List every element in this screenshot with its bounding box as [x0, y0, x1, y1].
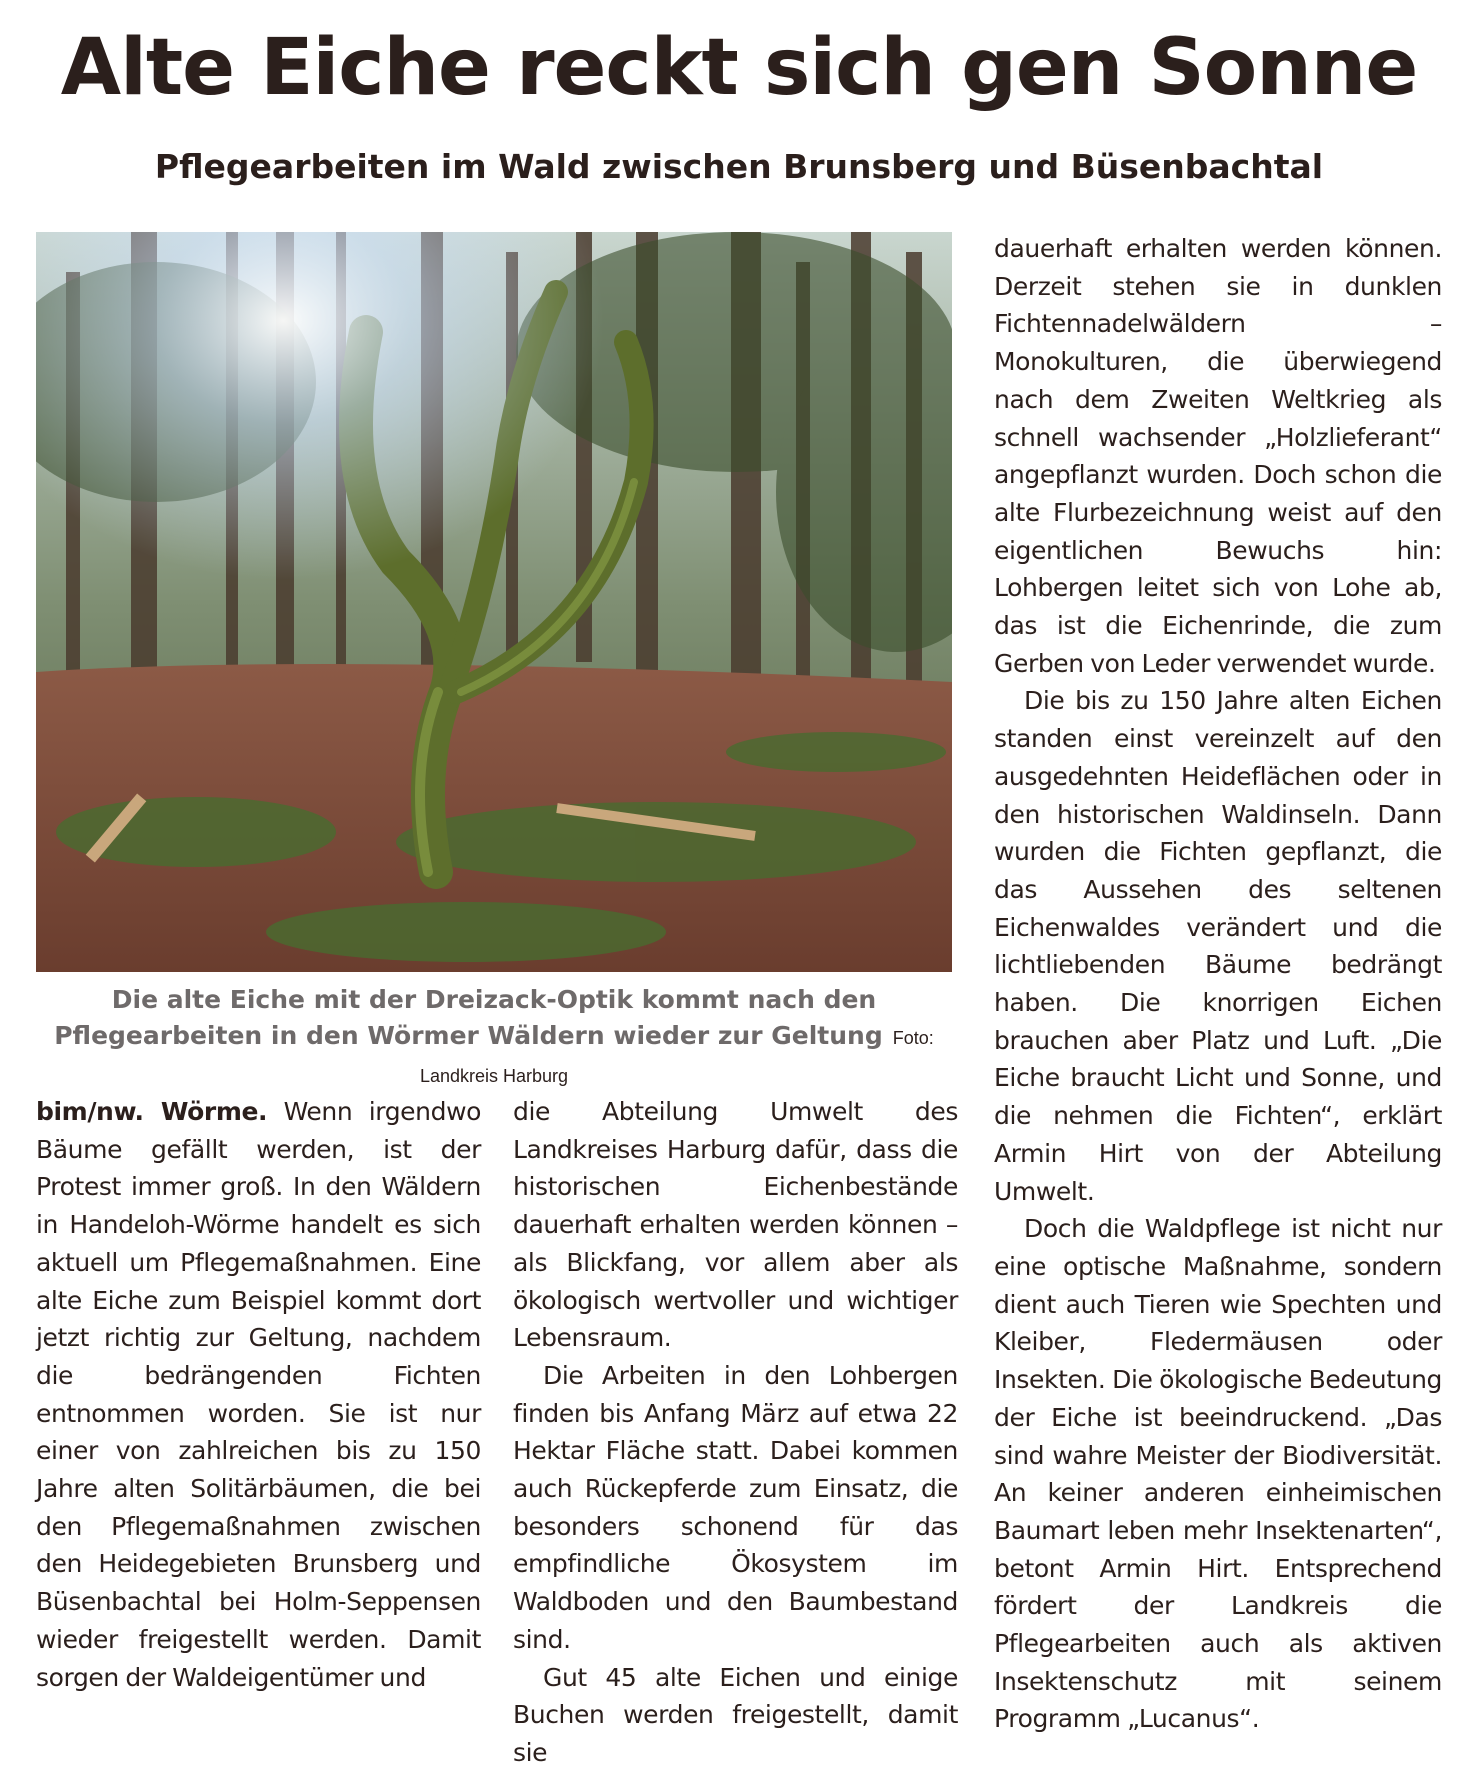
forest-photo-icon: [36, 232, 952, 972]
paragraph-2: Die Arbeiten in den Lohbergen finden bis Anfang März auf etwa 22 Hektar Fläche statt. Dabei kommen auch Rückepferde zum Einsatz, die besonders schonend für das empfindliche Ökosystem im Waldboden und den Baumbestand sind.: [513, 1360, 958, 1654]
headline: Alte Eiche reckt sich gen Sonne: [60, 23, 1418, 113]
forest-photo: [36, 232, 952, 972]
paragraph-3-part-2: dauerhaft erhalten werden können. Derzeit stehen sie in dunklen Fichtennadelwäldern – Monokulturen, die überwiegend nach dem Zweiten Weltkrieg als schnell wachsender „Holzlieferant“ angepflanzt wurden. Doch schon die alte Flurbezeichnung weist auf den eigentlichen Bewuchs hin: Lohbergen leitet sich von Lohe ab, das ist die Eichenrinde, die zum Gerben von Leder verwendet wurde.: [994, 234, 1442, 678]
paragraph-5: Doch die Waldpflege ist nicht nur eine optische Maßnahme, sondern dient auch Tieren wie Spechten und Kleiber, Fledermäusen oder Insekten. Die ökologische Bedeutung der Eiche ist beeindruckend. „Das sind wahre Meister der Biodiversität. An keiner anderen einheimischen Baumart leben mehr Insektenarten“, betont Armin Hirt. Entsprechend fördert der Landkreis die Pflegearbeiten auch als aktiven Insektenschutz mit seinem Programm „Lucanus“.: [994, 1214, 1442, 1734]
article-column-middle: [513, 1093, 958, 1772]
paragraph-1-part-2: die Abteilung Umwelt des Landkreises Harburg dafür, dass die historischen Eichenbestände dauerhaft erhalten werden können – als Blickfang, vor allem aber als ökologisch wertvoller und wichtiger Lebensraum.: [513, 1097, 958, 1353]
photo-caption: [36, 982, 952, 1094]
paragraph-3-part-1: Gut 45 alte Eichen und einige Buchen werden freigestellt, damit sie: [513, 1662, 958, 1767]
paragraph-4: Die bis zu 150 Jahre alten Eichen standen einst vereinzelt auf den ausgedehnten Heideflächen oder in den historischen Waldinseln. Dann wurden die Fichten gepflanzt, die das Aussehen des seltenen Eichenwaldes verändert und die lichtliebenden Bäume bedrängt haben. Die knorrigen Eichen brauchen aber Platz und Luft. „Die Eiche braucht Licht und Sonne, und die nehmen die Fichten“, erklärt Armin Hirt von der Abteilung Umwelt.: [994, 686, 1442, 1206]
dateline: bim/nw. Wörme.: [36, 1097, 268, 1126]
paragraph-1-part-1: [36, 1093, 481, 1696]
photo-caption-text: Die alte Eiche mit der Dreizack-Optik kommt nach den Pflegearbeiten in den Wörmer Wäldern wieder zur Geltung: [54, 985, 883, 1050]
paragraph-1-text-a: Wenn irgendwo Bäume gefällt werden, ist der Protest immer groß. In den Wäldern in Handeloh-Wörme handelt es sich aktuell um Pflegemaßnahmen. Eine alte Eiche zum Beispiel kommt dort jetzt richtig zur Geltung, nachdem die bedrängenden Fichten entnommen worden. Sie ist nur einer von zahlreichen bis zu 150 Jahre alten Solitärbäumen, die bei den Pflegemaßnahmen zwischen den Heidegebieten Brunsberg und Büsenbachtal bei Holm-Seppensen wieder freigestellt werden. Damit sorgen der Waldeigentümer und: [36, 1097, 482, 1692]
article-column-right: [994, 230, 1442, 1738]
photo-credit: Foto: Landkreis Harburg: [419, 1028, 934, 1086]
subheadline: Pflegearbeiten im Wald zwischen Brunsberg und Büsenbachtal: [154, 147, 1324, 186]
article-column-left: [36, 1093, 481, 1696]
